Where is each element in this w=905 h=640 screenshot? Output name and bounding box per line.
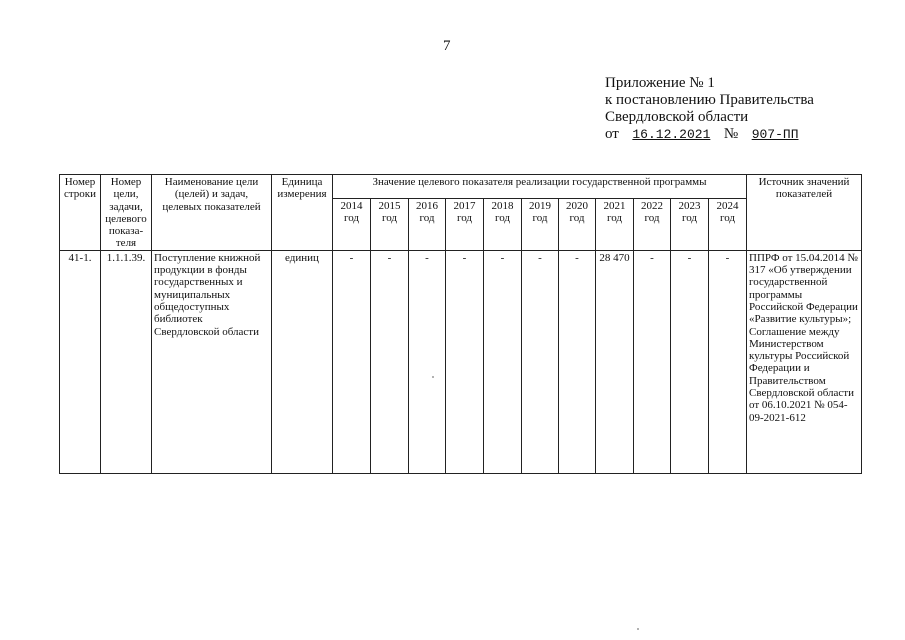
year-suffix: год (381, 212, 398, 225)
cell-value-2021: 28 470 (596, 250, 634, 473)
year-suffix: год (644, 212, 660, 225)
year-suffix: год (606, 212, 623, 225)
year-value: 2024 (716, 199, 739, 212)
cell-value-2023: - (671, 250, 709, 473)
year-header (671, 198, 709, 250)
scan-speck (637, 628, 639, 630)
year-header (596, 198, 634, 250)
appendix-date-line (605, 126, 814, 143)
header-value-group: Значение целевого показателя реализации государственной программы (333, 175, 747, 199)
year-value: 2016 (416, 199, 438, 212)
cell-unit: единиц (272, 250, 333, 473)
header-row-number: Номер строки (60, 175, 101, 251)
date-prefix: от (605, 126, 619, 142)
cell-value-2019: - (522, 250, 559, 473)
year-value: 2018 (491, 199, 514, 212)
cell-value-2022: - (634, 250, 671, 473)
year-suffix: год (569, 212, 585, 225)
cell-value-2024: - (709, 250, 747, 473)
year-header (634, 198, 671, 250)
year-suffix: год (719, 212, 736, 225)
scan-speck (432, 376, 434, 378)
cell-value-2016: - (409, 250, 446, 473)
cell-goal-number: 1.1.1.39. (101, 250, 152, 473)
year-header (522, 198, 559, 250)
cell-source: ППРФ от 15.04.2014 № 317 «Об утверждении государственной программы Российской Федерации «Развитие культуры»; Соглашение между Министерством культуры Российской Федерации и Правительством Свердловской области от 06.10.2021 № 054-09-2021-612 (747, 250, 862, 473)
header-unit: Единица измерения (272, 175, 333, 251)
indicator-table (59, 174, 862, 474)
header-source: Источник значений показателей (747, 175, 862, 251)
year-value: 2019 (529, 199, 551, 212)
year-suffix: год (681, 212, 698, 225)
appendix-region-line: Свердловской области (605, 109, 749, 125)
resolution-number: 907-ПП (751, 127, 799, 142)
year-value: 2014 (340, 199, 363, 212)
cell-value-2014: - (333, 250, 371, 473)
year-value: 2021 (603, 199, 626, 212)
year-header (446, 198, 484, 250)
table-row (60, 250, 862, 473)
year-value: 2017 (453, 199, 476, 212)
appendix-title: Приложение № 1 (605, 75, 715, 91)
year-value: 2023 (678, 199, 701, 212)
year-header (409, 198, 446, 250)
year-suffix: год (343, 212, 360, 225)
year-suffix: год (494, 212, 511, 225)
header-name: Наименование цели (целей) и задач, целевых показателей (152, 175, 272, 251)
appendix-block (605, 75, 814, 143)
number-prefix: № (723, 126, 739, 142)
table-header-row (60, 175, 862, 199)
year-header (333, 198, 371, 250)
year-suffix: год (419, 212, 435, 225)
year-header (559, 198, 596, 250)
year-header (709, 198, 747, 250)
cell-name: Поступление книжной продукции в фонды государственных и муниципальных общедоступных библиотек Свердловской области (152, 250, 272, 473)
cell-value-2015: - (371, 250, 409, 473)
year-value: 2015 (378, 199, 401, 212)
year-header (371, 198, 409, 250)
cell-row-number: 41-1. (60, 250, 101, 473)
year-header (484, 198, 522, 250)
year-suffix: год (456, 212, 473, 225)
header-goal-number: Номер цели, задачи, целевого показа-теля (101, 175, 152, 251)
cell-value-2018: - (484, 250, 522, 473)
cell-value-2020: - (559, 250, 596, 473)
year-value: 2022 (641, 199, 663, 212)
page-number: 7 (443, 38, 451, 54)
appendix-resolution-line: к постановлению Правительства (605, 92, 814, 108)
year-suffix: год (532, 212, 548, 225)
resolution-date: 16.12.2021 (632, 127, 711, 142)
year-value: 2020 (566, 199, 588, 212)
cell-value-2017: - (446, 250, 484, 473)
